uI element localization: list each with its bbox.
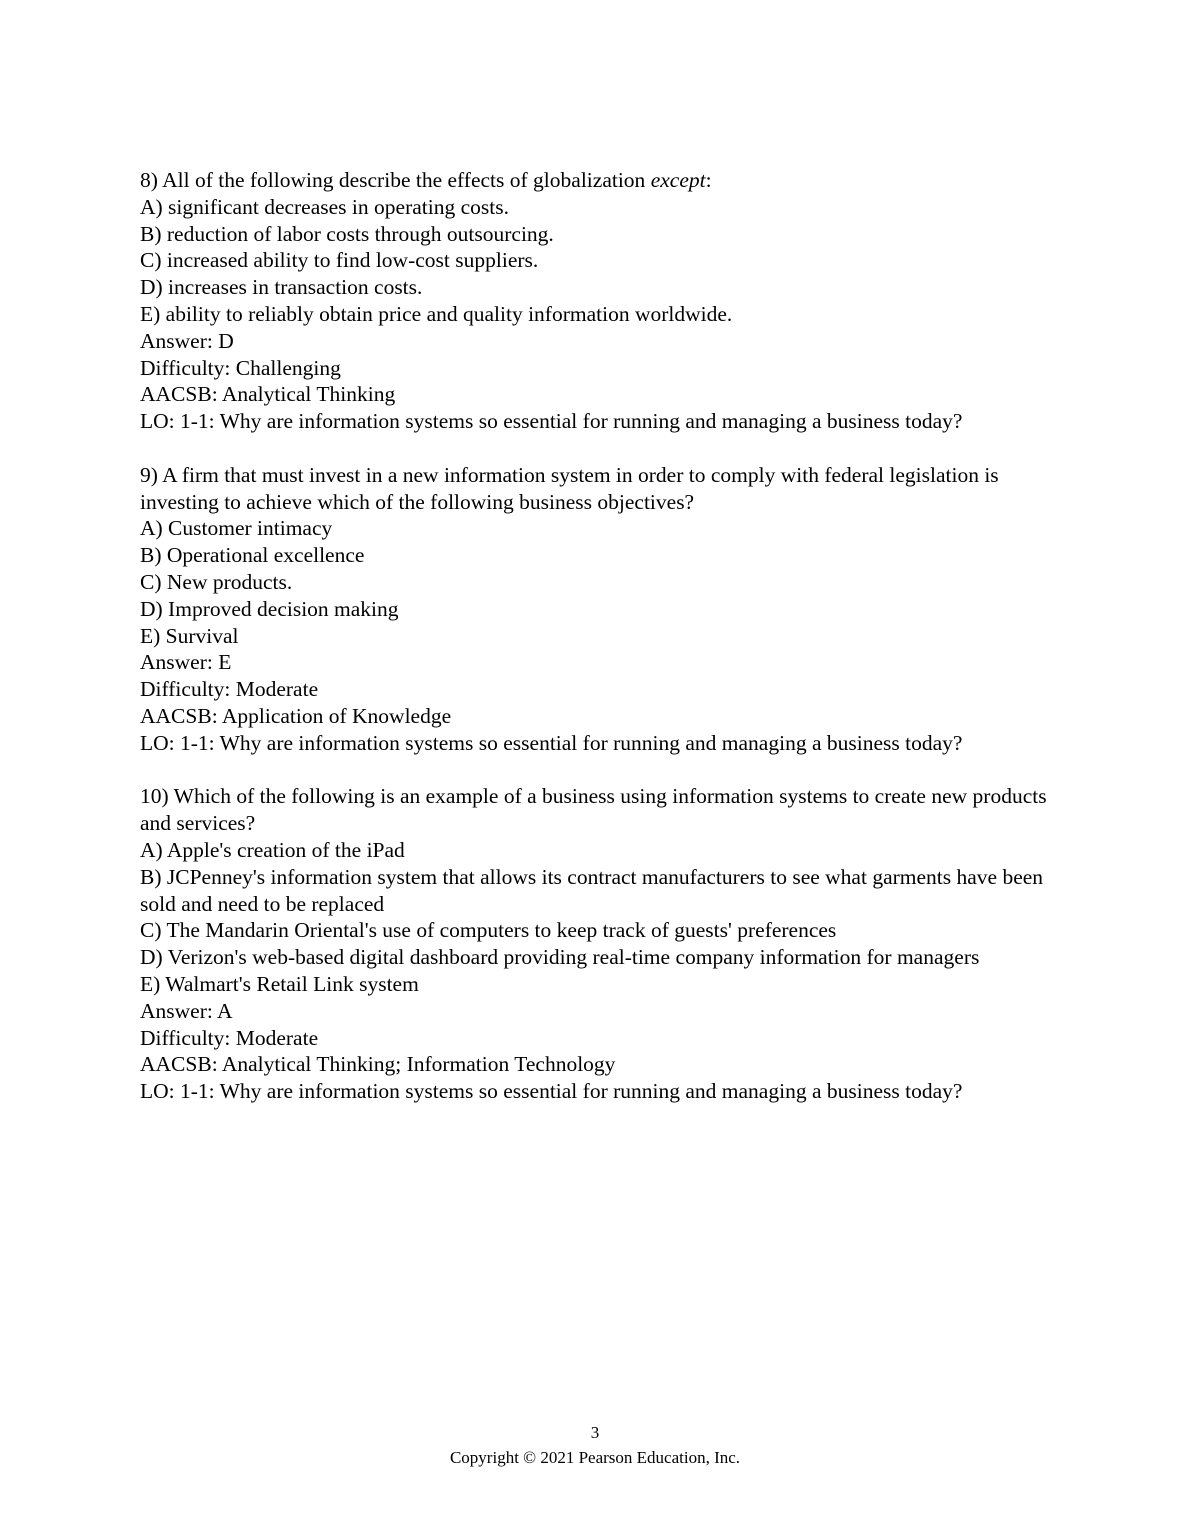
stem-emphasis: except	[650, 168, 706, 192]
difficulty: Difficulty: Moderate	[140, 677, 319, 702]
option-a: A) Apple's creation of the iPad	[140, 837, 405, 862]
option-a: A) significant decreases in operating costs.	[140, 194, 509, 219]
stem-punct: :	[705, 168, 712, 192]
question-8	[140, 167, 1050, 435]
difficulty: Difficulty: Challenging	[140, 355, 341, 380]
option-b: B) reduction of labor costs through outsourcing.	[140, 221, 554, 246]
option-d: D) increases in transaction costs.	[140, 275, 423, 300]
stem-text: 8) All of the following describe the effects of globalization	[140, 168, 651, 192]
option-d: D) Improved decision making	[140, 596, 399, 621]
question-10	[140, 783, 1050, 1105]
option-d: D) Verizon's web-based digital dashboard providing real-time company information for managers	[140, 945, 980, 970]
question-stem: 9) A firm that must invest in a new information system in order to comply with federal legislation is investing to achieve which of the following business objectives?	[140, 462, 999, 514]
answer: Answer: A	[140, 998, 233, 1023]
option-a: A) Customer intimacy	[140, 516, 333, 541]
aacsb: AACSB: Analytical Thinking	[140, 382, 396, 407]
option-e: E) Survival	[140, 623, 239, 648]
page-number: 3	[590, 1423, 600, 1442]
option-e: E) Walmart's Retail Link system	[140, 971, 419, 996]
question-stem: 10) Which of the following is an example of a business using information systems to create new products and services?	[140, 784, 1047, 836]
copyright-notice: Copyright © 2021 Pearson Education, Inc.	[449, 1448, 741, 1467]
option-b: B) JCPenney's information system that allows its contract manufacturers to see what garments have been sold and need to be replaced	[140, 864, 1044, 916]
question-9	[140, 462, 1050, 757]
option-c: C) The Mandarin Oriental's use of computers to keep track of guests' preferences	[140, 918, 837, 943]
learning-objective: LO: 1-1: Why are information systems so essential for running and managing a business today?	[140, 730, 963, 755]
option-c: C) increased ability to find low-cost suppliers.	[140, 248, 539, 273]
option-c: C) New products.	[140, 569, 293, 594]
option-e: E) ability to reliably obtain price and quality information worldwide.	[140, 301, 733, 326]
document-body	[140, 167, 1050, 1132]
aacsb: AACSB: Application of Knowledge	[140, 703, 452, 728]
learning-objective: LO: 1-1: Why are information systems so essential for running and managing a business today?	[140, 409, 963, 434]
difficulty: Difficulty: Moderate	[140, 1025, 319, 1050]
learning-objective: LO: 1-1: Why are information systems so essential for running and managing a business today?	[140, 1079, 963, 1104]
option-b: B) Operational excellence	[140, 543, 365, 568]
answer: Answer: E	[140, 650, 232, 675]
answer: Answer: D	[140, 328, 234, 353]
aacsb: AACSB: Analytical Thinking; Information Technology	[140, 1052, 616, 1077]
question-stem	[140, 167, 1050, 194]
